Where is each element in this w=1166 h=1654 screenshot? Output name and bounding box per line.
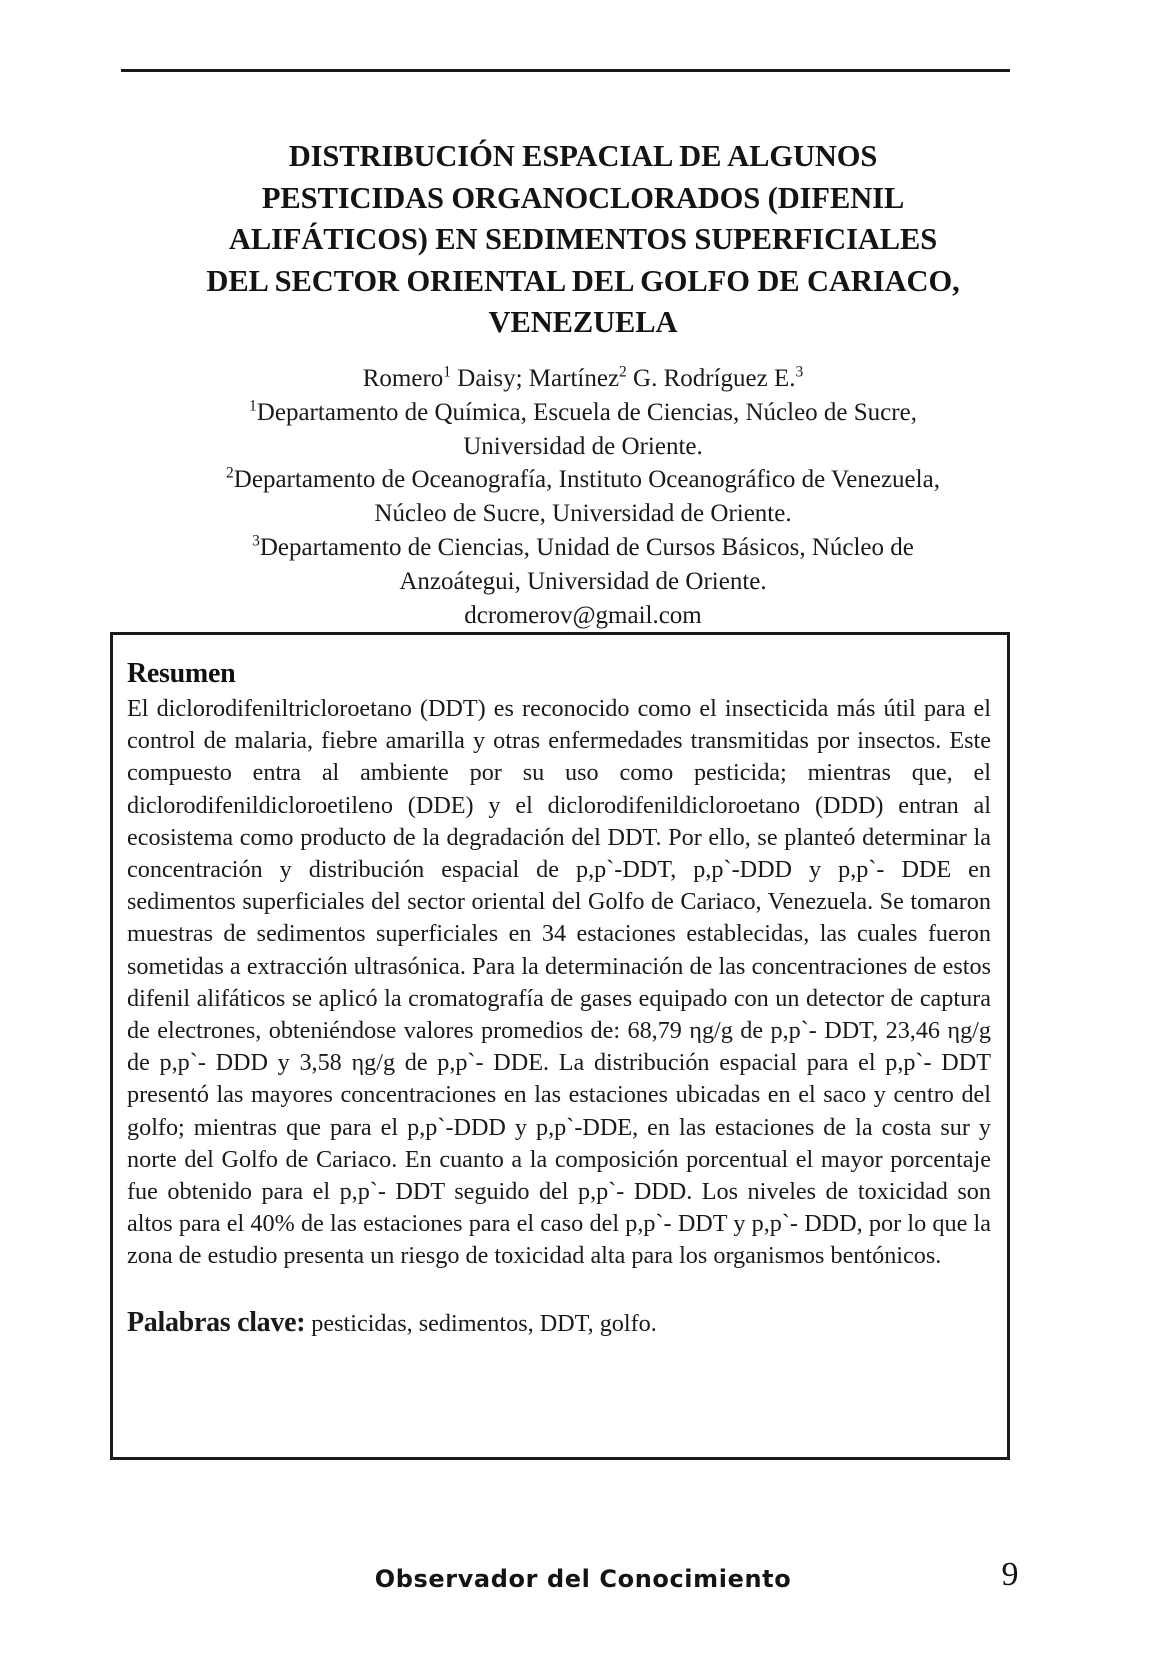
author-name-1: Romero xyxy=(362,365,444,392)
author-name-3: G. Rodríguez E. xyxy=(626,365,796,392)
affiliation-text-5: Departamento de Ciencias, Unidad de Cursos Básicos, Núcleo de xyxy=(259,533,914,561)
author-sup-1: 1 xyxy=(443,363,452,381)
author-name-2: Daisy; Martínez xyxy=(451,365,620,392)
affiliation-line-1 xyxy=(128,396,1038,430)
title-line-2: PESTICIDAS ORGANOCLORADOS (DIFENIL xyxy=(261,180,905,215)
affiliation-sup-1: 1 xyxy=(249,397,257,415)
footer-journal-name: Observador del Conocimiento xyxy=(374,1565,792,1593)
author-sup-3: 3 xyxy=(795,363,804,381)
abstract-text: El diclorodifeniltricloroetano (DDT) es reconocido como el insecticida más útil para el control de malaria, fiebre amarilla y otras enfermedades transmitidas por insectos. Este compuesto entra al ambiente por su uso como pesticida; mientras que, el diclorodifenildicloroetileno (DDE) y el diclorodifenildicloroetano (DDD) entran al ecosistema como producto de la degradación del DDT. Por ello, se planteó determinar la concentración y distribución espacial de p,p`-DDT, p,p`-DDD y p,p`- DDE en sedimentos superficiales del sector oriental del Golfo de Cariaco, Venezuela. Se tomaron muestras de sedimentos superficiales en 34 estaciones establecidas, las cuales fueron sometidas a extracción ultrasónica. Para la determinación de las concentraciones de estos difenil alifáticos se aplicó la cromatografía de gases equipado con un detector de captura de electrones, obteniéndose valores promedios de: 68,79 ηg/g de p,p`- DDT, 23,46 ηg/g de p,p`- DDD y 3,58 ηg/g de p,p`- DDE. La distribución espacial para el p,p`- DDT presentó las mayores concentraciones en las estaciones ubicadas en el saco y centro del golfo; mientras que para el p,p`-DDD y p,p`-DDE, en las estaciones de la costa sur y norte del Golfo de Cariaco. En cuanto a la composición porcentual el mayor porcentaje fue obtenido para el p,p`- DDT seguido del p,p`- DDD. Los niveles de toxicidad son altos para el 40% de las estaciones para el caso del p,p`- DDT y p,p`- DDD, por lo que la zona de estudio presenta un riesgo de toxicidad alta para los organismos bentónicos. xyxy=(127,695,991,1270)
abstract-box xyxy=(110,632,1010,1460)
abstract-heading: Resumen xyxy=(127,658,236,689)
affiliation-text-2: Universidad de Oriente. xyxy=(463,432,703,460)
corresponding-email: dcromerov@gmail.com xyxy=(464,601,702,629)
page-title xyxy=(128,136,1038,344)
keywords-line xyxy=(127,1307,991,1340)
keywords-label: Palabras clave: xyxy=(127,1306,306,1338)
affiliation-text-6: Anzoátegui, Universidad de Oriente. xyxy=(399,567,767,595)
title-line-1: DISTRIBUCIÓN ESPACIAL DE ALGUNOS xyxy=(288,139,878,173)
affiliation-sup-2: 2 xyxy=(226,465,234,483)
affiliation-line-6 xyxy=(128,565,1038,599)
header-rule xyxy=(121,69,1010,72)
affiliation-line-5 xyxy=(128,531,1038,565)
affiliation-line-4 xyxy=(128,497,1038,531)
author-names xyxy=(128,362,1038,396)
author-block xyxy=(128,362,1038,632)
affiliation-text-4: Núcleo de Sucre, Universidad de Oriente. xyxy=(374,500,792,528)
footer-page-number: 9 xyxy=(1001,1556,1019,1593)
affiliation-text-3: Departamento de Oceanografía, Instituto Oceanográfico de Venezuela, xyxy=(233,466,940,494)
author-sup-2: 2 xyxy=(619,363,627,381)
affiliation-line-3 xyxy=(128,463,1038,497)
keywords-value: pesticidas, sedimentos, DDT, golfo. xyxy=(305,1309,657,1337)
affiliation-sup-3: 3 xyxy=(252,532,260,550)
title-line-3: ALIFÁTICOS) EN SEDIMENTOS SUPERFICIALES xyxy=(228,222,938,256)
affiliation-text-1: Departamento de Química, Escuela de Ciencias, Núcleo de Sucre, xyxy=(256,398,917,426)
abstract-inner xyxy=(113,635,1007,1340)
title-line-5: VENEZUELA xyxy=(488,305,678,339)
title-line-4: DEL SECTOR ORIENTAL DEL GOLFO DE CARIACO, xyxy=(206,263,960,298)
affiliation-line-2 xyxy=(128,430,1038,464)
